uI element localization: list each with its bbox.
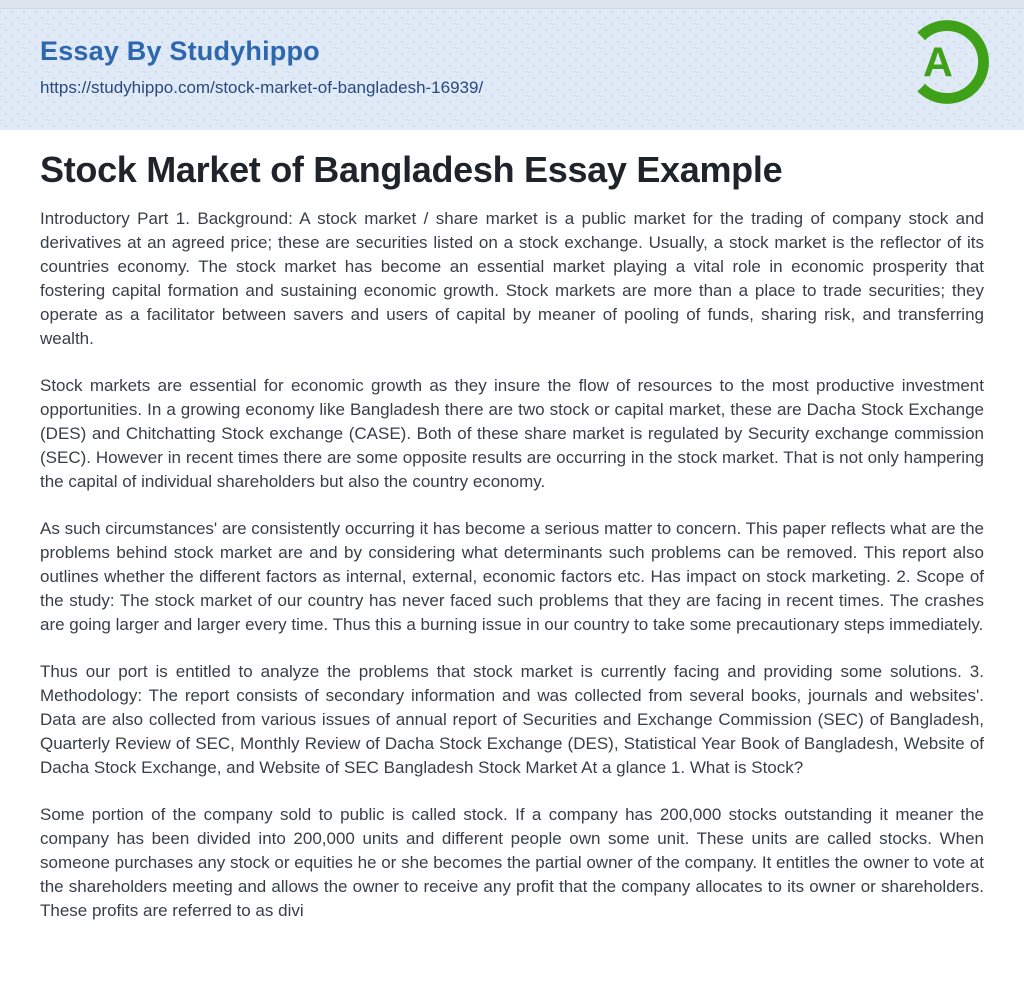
logo-letter: A <box>923 39 953 86</box>
essay-paragraph: Introductory Part 1. Background: A stock market / share market is a public market for the trading of company stock and derivatives at an agreed price; these are securities listed on a stock exchange. Usually, a stock market is the reflector of its countries economy. The stock market has become an essential market playing a vital role in economic prosperity that fostering capital formation and sustaining economic growth. Stock markets are more than a place to trade securities; they operate as a facilitator between savers and users of capital by meaner of pooling of funds, sharing risk, and transferring wealth. <box>40 209 984 348</box>
essay-paragraph: Thus our port is entitled to analyze the problems that stock market is currently facing and providing some solutions. 3. Methodology: The report consists of secondary information and was collected from several books, journals and websites'. Data are also collected from various issues of annual report of Securities and Exchange Commission (SEC) of Bangladesh, Quarterly Review of SEC, Monthly Review of Dacha Stock Exchange (DES), Statistical Year Book of Bangladesh, Website of Dacha Stock Exchange, and Website of SEC Bangladesh Stock Market At a glance 1. What is Stock? <box>40 662 984 777</box>
essay-title: Stock Market of Bangladesh Essay Example <box>40 149 783 190</box>
essay-article <box>0 149 1024 923</box>
studyhippo-logo <box>902 17 992 107</box>
essay-paragraph: Some portion of the company sold to public is called stock. If a company has 200,000 stocks outstanding it meaner the company has been divided into 200,000 units and different people own some unit. These units are called stocks. When someone purchases any stock or equities he or she becomes the partial owner of the company. It entitles the owner to vote at the shareholders meeting and allows the owner to receive any profit that the company allocates to its owner or shareholders. These profits are referred to as divi <box>40 805 984 920</box>
essay-paragraph: As such circumstances' are consistently occurring it has become a serious matter to concern. This paper reflects what are the problems behind stock market are and by considering what determinants such problems can be removed. This report also outlines whether the different factors as internal, external, economic factors etc. Has impact on stock marketing. 2. Scope of the study: The stock market of our country has never faced such problems that they are facing in recent times. The crashes are going larger and larger every time. Thus this a burning issue in our country to take some precautionary steps immediately. <box>40 519 984 634</box>
page-header <box>0 0 1024 130</box>
essay-source-url[interactable]: https://studyhippo.com/stock-market-of-bangladesh-16939/ <box>40 78 484 97</box>
site-title: Essay By Studyhippo <box>40 36 320 66</box>
essay-paragraph: Stock markets are essential for economic growth as they insure the flow of resources to the most productive investment opportunities. In a growing economy like Bangladesh there are two stock or capital market, these are Dacha Stock Exchange (DES) and Chitchatting Stock exchange (CASE). Both of these share market is regulated by Security exchange commission (SEC). However in recent times there are some opposite results are occurring in the stock market. That is not only hampering the capital of individual shareholders but also the country economy. <box>40 376 984 491</box>
header-content <box>0 0 1024 98</box>
